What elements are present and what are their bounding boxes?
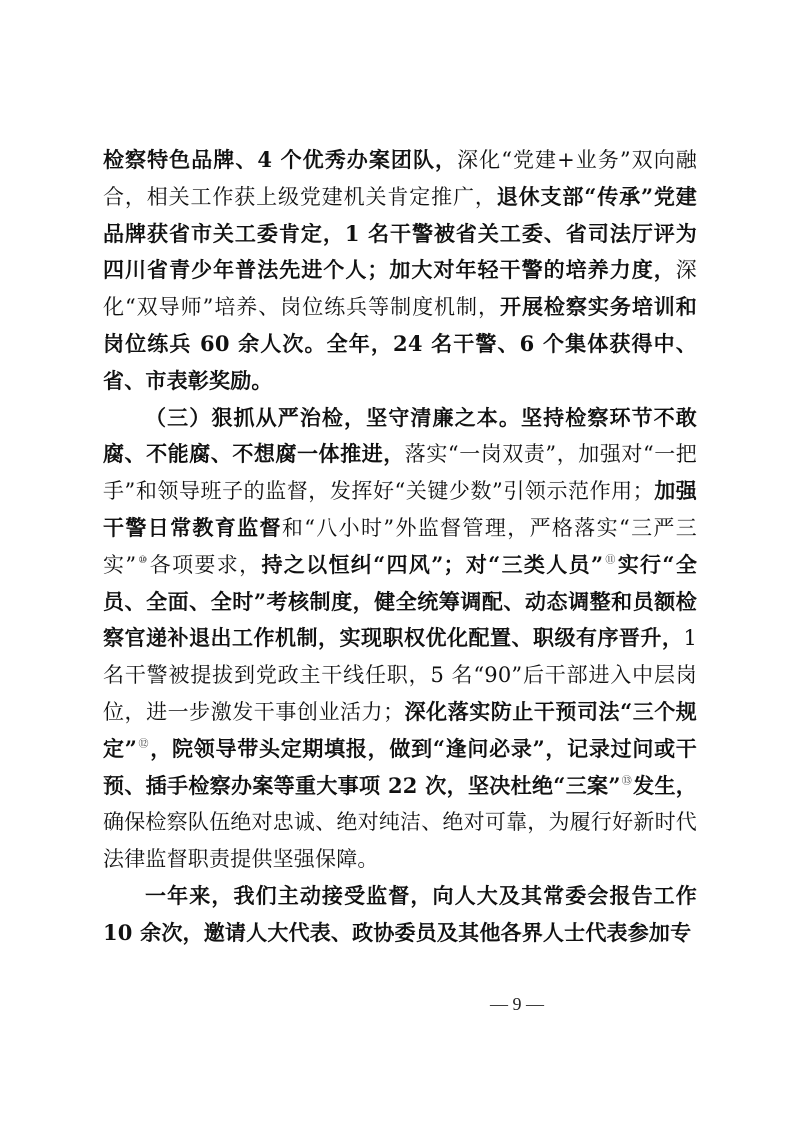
bold-text-run: 一年来，我们主动接受监督，向人大及其常委会报告工作 10 余次，邀请人大代表、政协委员及其他各界人士代表参加专 [103, 882, 697, 945]
text-run: 确保检察队伍绝对忠诚、绝对纯洁、绝对可靠，为履行好新时代法律监督职责提供坚强保障。 [103, 810, 697, 872]
text-run: 和“八小时”外监督管理，严格落实“三严三实” [103, 515, 697, 577]
bold-text-run: （三）狠抓从严治检，坚守清廉之本。坚持检察环节不敢腐、不能腐、不想腐一体推进， [103, 404, 697, 467]
text-run: 1 名干警被提拔到党政主干线任职，5 名“90”后干部进入中层岗位，进一步激发干事创业活力； [103, 626, 697, 724]
bold-text-run: 实行“全员、全面、全时”考核制度，健全统筹调配、动态调整和员额检察官递补退出工作机制，实现职权优化配置、职级有序晋升， [103, 551, 698, 651]
bold-text-run: 持之以恒纠“四风”；对“三类人员” [261, 551, 604, 577]
footnote-marker: ⑪ [604, 554, 617, 566]
footnote-marker: ⑬ [621, 775, 633, 787]
paragraph-3 [103, 878, 697, 952]
footnote-marker: ⑩ [137, 554, 149, 566]
text-run: 深化“双导师”培养、岗位练兵等制度机制， [103, 258, 697, 320]
page-number: — 9 — [490, 994, 544, 1014]
footnote-marker: ⑫ [138, 738, 150, 750]
document-body [103, 142, 697, 952]
bold-text-run: ，院领导带头定期填报，做到“逢问必录”，记录过问或干预、插手检察办案等重大事项 22 次，坚决杜绝“三案” [103, 735, 698, 798]
text-run: 深化“党建+业务”双向融合，相关工作获上级党建机关肯定推广， [103, 148, 697, 209]
paragraph-2 [103, 400, 697, 878]
bold-text-run: 退休支部“传承”党建品牌获省市关工委肯定，1 名干警被省关工委、省司法厅评为四川省青少年普法先进个人；加大对年轻干警的培养力度， [103, 183, 697, 283]
bold-text-run: 检察特色品牌、4 个优秀办案团队， [103, 147, 458, 172]
bold-text-run: 深化落实防止干预司法“三个规定” [103, 698, 697, 761]
bold-text-run: 加强干警日常教育监督 [103, 478, 698, 540]
text-run: 落实“一岗双责”，加强对“一把手”和领导班子的监督，发挥好“关键少数”引领示范作用； [103, 442, 697, 504]
text-run: 各项要求， [149, 552, 262, 577]
bold-text-run: 开展检察实务培训和岗位练兵 60 余人次。全年，24 名干警、6 个集体获得中、省、市表彰奖励。 [103, 294, 697, 393]
bold-text-run: 发生， [633, 772, 698, 798]
paragraph-1 [103, 142, 697, 400]
